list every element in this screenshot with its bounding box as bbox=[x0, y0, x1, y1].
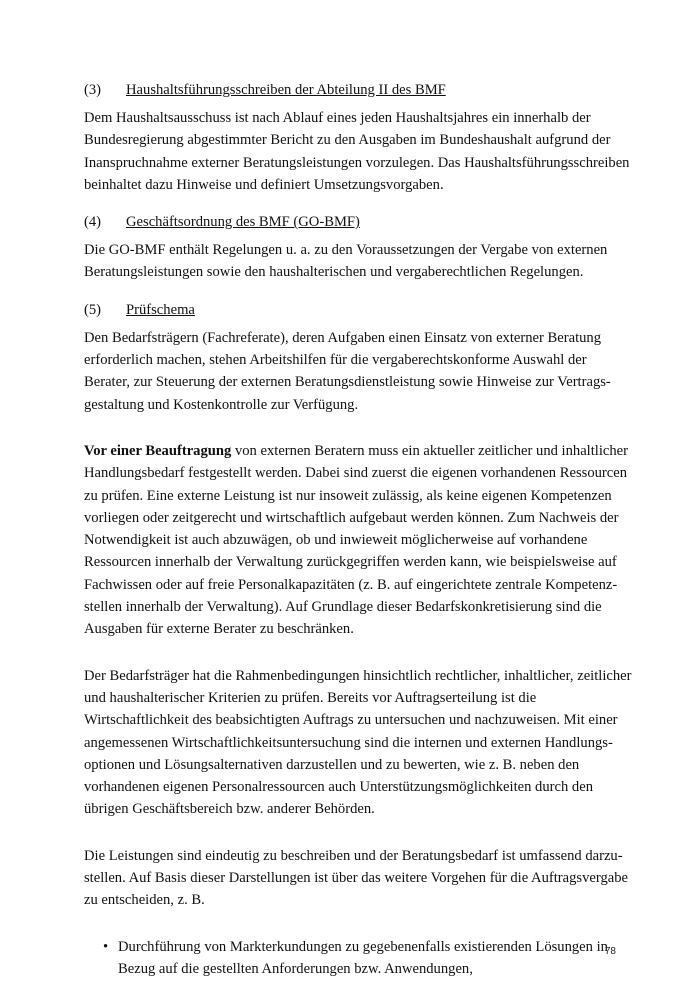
bold-lead: Vor einer Beauftragung bbox=[84, 442, 232, 459]
text-line: Die GO-BMF enthält Regelungen u. a. zu den Voraussetzungen der Vergabe von externen bbox=[84, 242, 608, 259]
text-line: Dem Haushaltsausschuss ist nach Ablauf eines jeden Haushaltsjahres ein innerhalb der bbox=[84, 110, 591, 126]
section-3-paragraph bbox=[84, 107, 630, 196]
text-line: stellen. Auf Basis dieser Darstellungen ist über das weitere Vorgehen für die Auftragsvergabe bbox=[84, 870, 629, 887]
leistungen-paragraph bbox=[84, 845, 629, 912]
text-line: Berater, zur Steuerung der externen Beratungsdienstleistung sowie Hinweise zur Vertrags- bbox=[84, 374, 611, 391]
text-line: stellen innerhalb der Verwaltung). Auf Grundlage dieser Bedarfskonkretisierung sind die bbox=[84, 599, 602, 616]
document-page bbox=[84, 80, 632, 980]
text-line: beinhaltet dazu Hinweise und definiert Umsetzungsvorgaben. bbox=[84, 176, 444, 193]
text-line: Bundesregierung abgestimmter Bericht zu den Ausgaben im Bundeshaushalt aufgrund der bbox=[84, 132, 611, 149]
text-line: angemessenen Wirtschaftlichkeitsuntersuchung sind die internen und externen Handlungs- bbox=[84, 734, 613, 751]
section-5-paragraph bbox=[84, 327, 624, 416]
text-line: Fachwissen oder auf freie Personalkapazitäten (z. B. auf eingerichtete zentrale Kompetenz- bbox=[84, 576, 618, 593]
page-number: 78 bbox=[604, 946, 616, 957]
section-number: (4) bbox=[84, 214, 102, 231]
text-line: vorhandenen eigenen Personalressourcen auch Unterstützungsmöglichkeiten durch den bbox=[84, 779, 593, 796]
bullet-list bbox=[103, 936, 624, 981]
text-line: übrigen Geschäftsbereich bzw. anderer Behörden. bbox=[84, 801, 375, 818]
text-line: Inanspruchnahme externer Beratungsleistungen vorzulegen. Das Haushaltsführungsschreiben bbox=[84, 154, 630, 171]
section-heading-5 bbox=[84, 300, 624, 320]
text-line: Ressourcen innerhalb der Verwaltung zurückgegriffen werden kann, wie beispielsweise auf bbox=[84, 554, 617, 571]
section-number: (5) bbox=[84, 301, 102, 318]
text-line: erforderlich machen, stehen Arbeitshilfen für die vergaberechtskonforme Auswahl der bbox=[84, 352, 587, 369]
text-line: gestaltung und Kostenkontrolle zur Verfügung. bbox=[84, 396, 359, 413]
text-line bbox=[84, 440, 629, 462]
text-line: zu prüfen. Eine externe Leistung ist nur insoweit zulässig, als keine eigenen Kompetenzen bbox=[84, 487, 612, 504]
text-run: von externen Beratern muss ein aktueller zeitlicher und inhaltlicher bbox=[231, 442, 629, 459]
section-4-paragraph bbox=[84, 239, 624, 284]
section-title: Geschäftsordnung des BMF (GO-BMF) bbox=[126, 214, 360, 231]
text-line: Den Bedarfsträgern (Fachreferate), deren Aufgaben einen Einsatz von externer Beratung bbox=[84, 329, 602, 346]
section-heading-3 bbox=[84, 80, 624, 100]
list-item bbox=[103, 936, 624, 981]
text-line: Bezug auf die gestellten Anforderungen bzw. Anwendungen, bbox=[118, 960, 473, 977]
text-line: optionen und Lösungsalternativen darzustellen und zu bewerten, wie z. B. neben den bbox=[84, 756, 580, 773]
text-line: Der Bedarfsträger hat die Rahmenbedingungen hinsichtlich rechtlicher, inhaltlicher, zeitlicher bbox=[84, 667, 632, 684]
section-heading-4 bbox=[84, 212, 624, 232]
beauftragung-paragraph bbox=[84, 440, 629, 641]
text-line: Beratungsleistungen sowie den haushalterischen und vergaberechtlichen Regelungen. bbox=[84, 264, 584, 281]
text-line: Wirtschaftlichkeit des beabsichtigten Auftrags zu untersuchen und nachzuweisen. Mit einer bbox=[84, 712, 618, 729]
text-line: Notwendigkeit ist auch abzuwägen, ob und inwieweit möglicherweise auf vorhandene bbox=[84, 532, 588, 549]
text-line: Handlungsbedarf festgestellt werden. Dabei sind zuerst die eigenen vorhandenen Ressourcen bbox=[84, 465, 628, 482]
text-line: vorliegen oder zeitgerecht und wirtschaftlich aufgebaut werden können. Zum Nachweis der bbox=[84, 509, 619, 526]
text-line: Die Leistungen sind eindeutig zu beschreiben und der Beratungsbedarf ist umfassend darzu- bbox=[84, 847, 623, 864]
text-line: Durchführung von Markterkundungen zu gegebenenfalls existierenden Lösungen in bbox=[118, 938, 608, 955]
bedarfstraeger-paragraph bbox=[84, 665, 632, 821]
text-line: Ausgaben für externe Berater zu beschränken. bbox=[84, 621, 354, 638]
section-title: Haushaltsführungsschreiben der Abteilung II des BMF bbox=[126, 82, 446, 98]
bullet-icon: • bbox=[103, 938, 109, 955]
section-title: Prüfschema bbox=[126, 301, 195, 318]
text-line: und haushalterischer Kriterien zu prüfen. Bereits vor Auftragserteilung ist die bbox=[84, 689, 537, 706]
section-number: (3) bbox=[84, 82, 102, 98]
text-line: zu entscheiden, z. B. bbox=[84, 892, 205, 909]
